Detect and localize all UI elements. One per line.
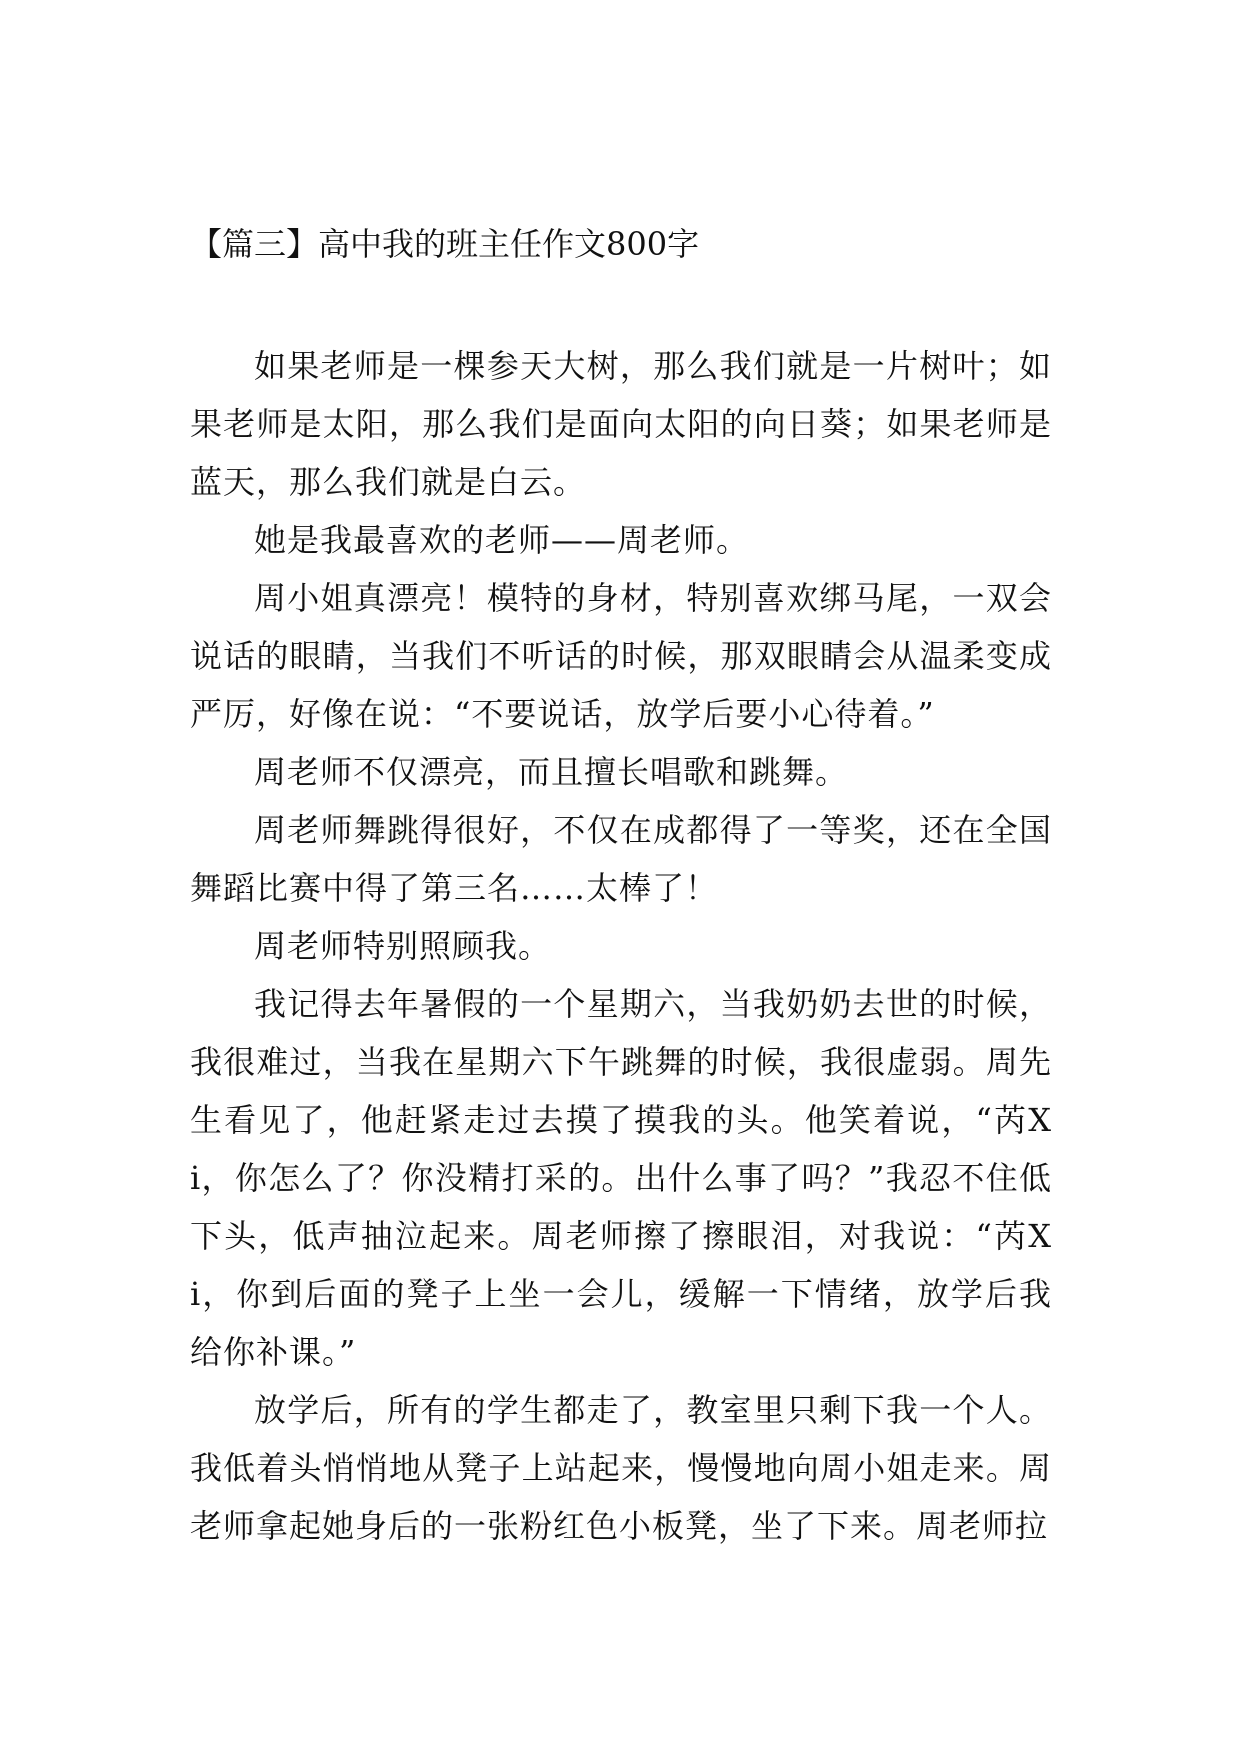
essay-body	[190, 337, 1052, 1555]
paragraph-7: 我记得去年暑假的一个星期六，当我奶奶去世的时候，我很难过，当我在星期六下午跳舞的时候，我很虚弱。周先生看见了，他赶紧走过去摸了摸我的头。他笑着说，“芮Xi，你怎么了？你没精打采的。出什么事了吗？”我忍不住低下头，低声抽泣起来。周老师擦了擦眼泪，对我说：“芮Xi，你到后面的凳子上坐一会儿，缓解一下情绪，放学后我给你补课。”	[190, 985, 1052, 1371]
paragraph-3: 周小姐真漂亮！模特的身材，特别喜欢绑马尾，一双会说话的眼睛，当我们不听话的时候，那双眼睛会从温柔变成严厉，好像在说：“不要说话，放学后要小心待着。”	[190, 579, 1052, 733]
paragraph-2: 她是我最喜欢的老师——周老师。	[254, 521, 750, 559]
paragraph-5: 周老师舞跳得很好，不仅在成都得了一等奖，还在全国舞蹈比赛中得了第三名……太棒了！	[190, 811, 1052, 907]
paragraph-4: 周老师不仅漂亮，而且擅长唱歌和跳舞。	[254, 753, 849, 791]
paragraph-1: 如果老师是一棵参天大树，那么我们就是一片树叶；如果老师是太阳，那么我们是面向太阳的向日葵；如果老师是蓝天，那么我们就是白云。	[190, 347, 1052, 501]
paragraph-6: 周老师特别照顾我。	[254, 927, 552, 965]
paragraph-8: 放学后，所有的学生都走了，教室里只剩下我一个人。我低着头悄悄地从凳子上站起来，慢慢地向周小姐走来。周老师拿起她身后的一张粉红色小板凳，坐了下来。周老师拉	[190, 1391, 1052, 1545]
essay-title: 【篇三】高中我的班主任作文800字	[190, 225, 700, 263]
